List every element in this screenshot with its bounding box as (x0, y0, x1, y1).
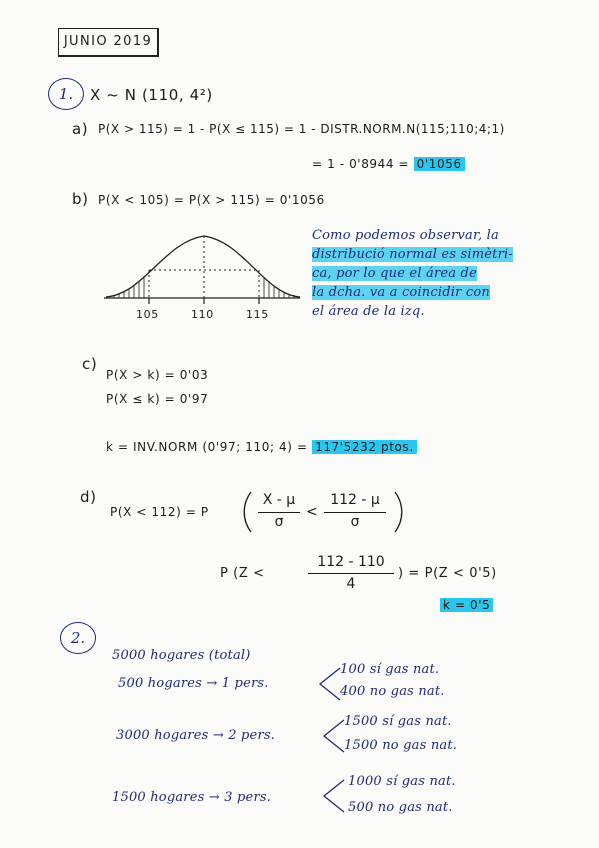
right-paren-1 (392, 490, 406, 534)
frac3-line (308, 573, 394, 574)
part-a-result: 0'1056 (414, 157, 465, 171)
axis-label-110: 110 (191, 308, 214, 321)
part-c-line2: P(X ≤ k) = 0'97 (106, 392, 209, 406)
note-line-1: Como podemos observar, la (312, 228, 499, 243)
group-1-branch (318, 666, 342, 702)
axis-label-115: 115 (246, 308, 269, 321)
part-c-result: 117'5232 ptos. (312, 440, 417, 454)
less-than-sign: < (306, 504, 319, 520)
part-d-line2-rhs: ) = P(Z < 0'5) (398, 566, 497, 581)
left-paren-1 (240, 490, 254, 534)
part-a-line2-prefix: = 1 - 0'8944 = (312, 157, 410, 171)
frac1-denominator: σ (274, 514, 284, 530)
page-title: JUNIO 2019 (58, 28, 159, 57)
normal-curve-sketch (104, 222, 304, 322)
part-d-label: d) (80, 488, 97, 506)
note-line-2: distribució normal es simètri- (312, 247, 513, 262)
problem-1-number: 1. (48, 78, 84, 110)
note-line-4: la dcha. va a coincidir con (312, 285, 490, 300)
group-1-no: 400 no gas nat. (340, 684, 445, 699)
problem-2-number: 2. (60, 622, 96, 654)
part-c-line1: P(X > k) = 0'03 (106, 368, 209, 382)
part-c-line3-prefix: k = INV.NORM (0'97; 110; 4) = (106, 440, 308, 454)
frac3-numerator: 112 - 110 (317, 554, 385, 570)
group-2-left: 3000 hogares → 2 pers. (116, 728, 276, 743)
frac3-denominator: 4 (346, 576, 356, 592)
part-d-line2-lhs: P (Z < (220, 566, 265, 581)
part-b-line: P(X < 105) = P(X > 115) = 0'1056 (98, 193, 325, 207)
frac1-numerator: X - μ (262, 492, 296, 508)
part-a-label: a) (72, 120, 89, 138)
frac2-numerator: 112 - μ (330, 492, 380, 508)
note-line-5: el área de la izq. (312, 304, 425, 319)
group-2-yes: 1500 sí gas nat. (344, 714, 452, 729)
group-2-no: 1500 no gas nat. (344, 738, 458, 753)
part-d-result: k = 0'5 (440, 598, 493, 612)
group-1-left: 500 hogares → 1 pers. (118, 676, 269, 691)
frac2-denominator: σ (350, 514, 360, 530)
part-c-label: c) (82, 355, 98, 373)
axis-label-105: 105 (136, 308, 159, 321)
distribution-line: X ~ N (110, 4²) (90, 86, 213, 104)
group-3-left: 1500 hogares → 3 pers. (112, 790, 272, 805)
part-d-lhs: P(X < 112) = P (110, 505, 209, 519)
group-3-yes: 1000 sí gas nat. (348, 774, 456, 789)
part-a-line1: P(X > 115) = 1 - P(X ≤ 115) = 1 - DISTR.NORM.N(115;110;4;1) (98, 122, 505, 136)
part-a-line2 (312, 157, 465, 171)
group-2-branch (322, 718, 346, 754)
group-3-no: 500 no gas nat. (348, 800, 453, 815)
group-3-branch (322, 778, 346, 814)
note-line-3: ca, por lo que el área de (312, 266, 477, 281)
group-1-yes: 100 sí gas nat. (340, 662, 440, 677)
part-b-label: b) (72, 190, 89, 208)
total-households: 5000 hogares (total) (112, 648, 251, 663)
part-c-line3 (106, 440, 417, 454)
